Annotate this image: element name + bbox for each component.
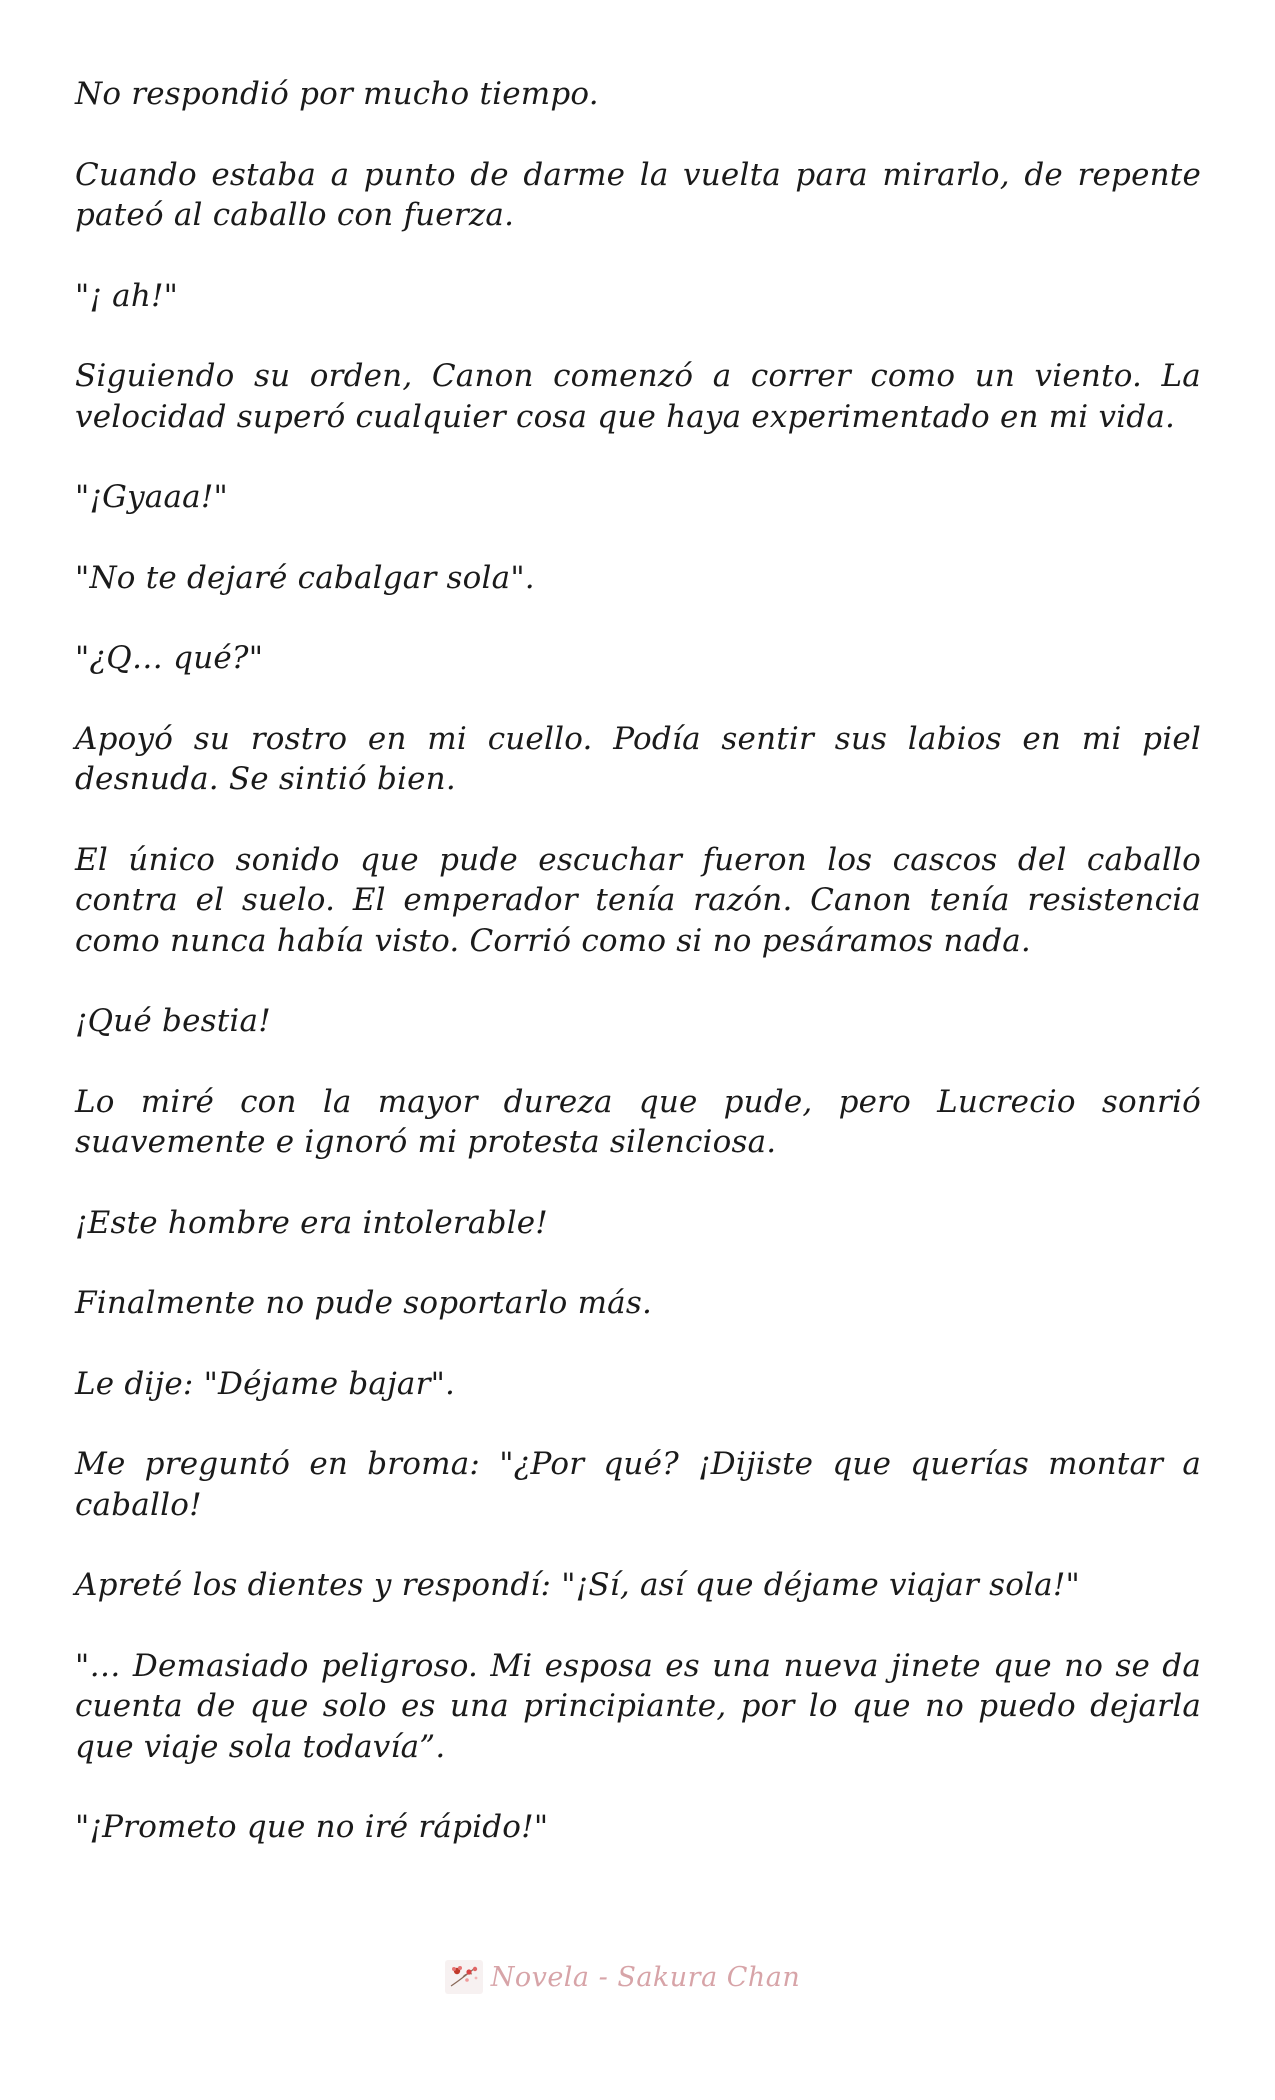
paragraph: Finalmente no pude soportarlo más. xyxy=(75,1285,653,1321)
cherry-blossom-icon xyxy=(445,1960,483,1994)
story-text xyxy=(75,74,1201,1888)
paragraph: Me preguntó en broma: "¿Por qué? ¡Dijiste que querías montar a caballo! xyxy=(75,1446,1201,1523)
paragraph: Siguiendo su orden, Canon comenzó a correr como un viento. La velocidad superó cualquier cosa que haya experimentado en mi vida. xyxy=(75,358,1201,435)
paragraph: "No te dejaré cabalgar sola". xyxy=(75,559,535,596)
watermark-footer xyxy=(0,1952,1275,2002)
paragraph: Le dije: "Déjame bajar". xyxy=(75,1365,456,1402)
paragraph: Cuando estaba a punto de darme la vuelta para mirarlo, de repente pateó al caballo con fuerza. xyxy=(75,156,1201,233)
paragraph: "¡Prometo que no iré rápido!" xyxy=(75,1809,549,1845)
paragraph: Lo miré con la mayor dureza que pude, pero Lucrecio sonrió suavemente e ignoró mi protesta silenciosa. xyxy=(75,1083,1201,1160)
watermark-text: Novela - Sakura Chan xyxy=(490,1961,801,1993)
watermark xyxy=(445,1960,801,1994)
paragraph: El único sonido que pude escuchar fueron los cascos del caballo contra el suelo. El emperador tenía razón. Canon tenía resistencia como nunca había visto. Corrió como si no pesáramos nada. xyxy=(75,841,1201,959)
paragraph: "¡ ah!" xyxy=(75,277,179,314)
paragraph: No respondió por mucho tiempo. xyxy=(75,76,599,112)
paragraph: "… Demasiado peligroso. Mi esposa es una nueva jinete que no se da cuenta de que solo es una principiante, por lo que no puedo dejarla que viaje sola todavía”. xyxy=(75,1647,1201,1765)
paragraph: Apreté los dientes y respondí: "¡Sí, así que déjame viajar sola!" xyxy=(75,1567,1080,1603)
paragraph: Apoyó su rostro en mi cuello. Podía sentir sus labios en mi piel desnuda. Se sintió bien. xyxy=(75,720,1201,797)
paragraph: "¿Q… qué?" xyxy=(75,640,264,676)
paragraph: ¡Este hombre era intolerable! xyxy=(75,1204,548,1241)
paragraph: "¡Gyaaa!" xyxy=(75,479,228,515)
paragraph: ¡Qué bestia! xyxy=(75,1003,271,1039)
